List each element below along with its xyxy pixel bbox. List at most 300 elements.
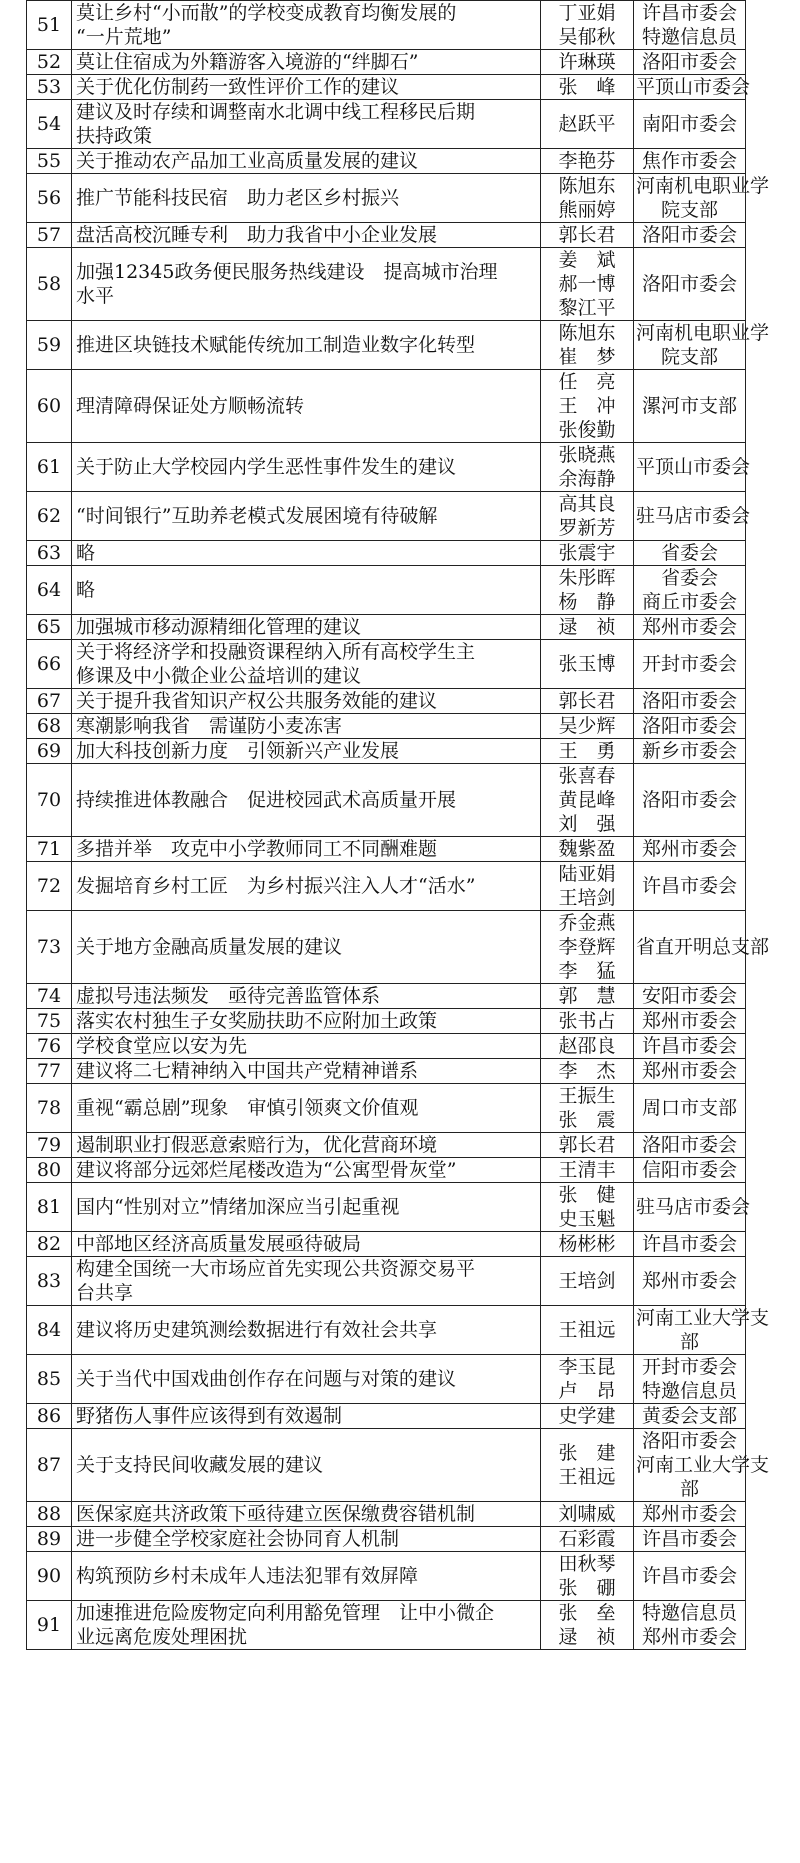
proposal-title	[72, 1232, 541, 1257]
proposal-unit	[634, 566, 746, 615]
proposal-authors-line: 罗新芳	[558, 517, 616, 539]
proposal-authors-line: 郭长君	[558, 224, 616, 246]
proposal-unit	[634, 75, 751, 100]
proposal-title	[72, 739, 541, 764]
proposal-table	[26, 0, 770, 1650]
proposal-unit-line: 驻马店市委会	[636, 1196, 751, 1218]
proposal-title-line: 修课及中小微企业公益培训的建议	[76, 665, 362, 687]
proposal-authors-line: 郭长君	[558, 1134, 616, 1156]
proposal-title-line: 关于优化仿制药一致性评价工作的建议	[76, 76, 400, 98]
table-row	[27, 1059, 746, 1084]
proposal-authors-line: 李 杰	[558, 1060, 616, 1082]
proposal-unit-line: 特邀信息员	[641, 26, 737, 48]
proposal-authors-line: 王祖远	[558, 1319, 616, 1341]
proposal-title	[72, 837, 541, 862]
table-row	[27, 837, 746, 862]
proposal-unit	[634, 223, 746, 248]
proposal-authors	[541, 862, 634, 911]
proposal-title	[72, 1601, 541, 1650]
proposal-authors-line: 吴郁秋	[558, 26, 616, 48]
row-number: 70	[27, 764, 72, 837]
proposal-title	[72, 1306, 541, 1355]
proposal-authors-line: 李 猛	[558, 960, 616, 982]
proposal-title	[72, 443, 541, 492]
proposal-unit-line: 洛阳市委会	[641, 273, 737, 295]
row-number: 89	[27, 1527, 72, 1552]
proposal-authors	[541, 1404, 634, 1429]
proposal-unit-line: 郑州市委会	[641, 1503, 737, 1525]
proposal-title-line: 医保家庭共济政策下亟待建立医保缴费容错机制	[76, 1503, 476, 1525]
proposal-authors-line: 张 垒	[558, 1602, 616, 1624]
proposal-title	[72, 1527, 541, 1552]
proposal-title-line: 关于提升我省知识产权公共服务效能的建议	[76, 690, 438, 712]
proposal-unit	[634, 837, 746, 862]
proposal-title-line: 莫让乡村“小而散”的学校变成教育均衡发展的	[76, 2, 457, 24]
proposal-title-line: 加速推进危险废物定向利用豁免管理 让中小微企	[76, 1602, 495, 1624]
proposal-unit	[634, 1232, 746, 1257]
proposal-unit-line: 部	[679, 1331, 699, 1353]
table-row	[27, 1, 746, 50]
proposal-authors-line: 黄昆峰	[558, 789, 616, 811]
proposal-authors	[541, 1, 634, 50]
table-row	[27, 689, 746, 714]
proposal-unit	[634, 1133, 746, 1158]
proposal-authors	[541, 1133, 634, 1158]
proposal-authors	[541, 1306, 634, 1355]
proposal-authors	[541, 100, 634, 149]
proposal-authors-line: 张 震	[558, 1109, 616, 1131]
proposal-title-line: 发掘培育乡村工匠 为乡村振兴注入人才“活水”	[76, 875, 476, 897]
row-number: 86	[27, 1404, 72, 1429]
proposal-title	[72, 174, 541, 223]
proposal-unit-line: 驻马店市委会	[636, 505, 751, 527]
proposal-authors-line: 卢 昂	[558, 1380, 616, 1402]
proposal-authors-line: 张 硼	[558, 1577, 616, 1599]
proposal-title-line: 持续推进体教融合 促进校园武术高质量开展	[76, 789, 457, 811]
proposal-unit-line: 部	[679, 1478, 699, 1500]
proposal-title-line: 关于地方金融高质量发展的建议	[76, 936, 343, 958]
proposal-unit	[634, 174, 770, 223]
table-row	[27, 1034, 746, 1059]
proposal-authors-line: 黎江平	[558, 297, 616, 319]
proposal-unit-line: 洛阳市委会	[641, 715, 737, 737]
proposal-title-line: 关于防止大学校园内学生恶性事件发生的建议	[76, 456, 457, 478]
proposal-authors-line: 乔金燕	[558, 912, 616, 934]
proposal-title	[72, 1009, 541, 1034]
proposal-title-line: 重视“霸总剧”现象 审慎引领爽文价值观	[76, 1097, 419, 1119]
proposal-title	[72, 984, 541, 1009]
proposal-title-line: “时间银行”互助养老模式发展困境有待破解	[76, 505, 438, 527]
table-row	[27, 492, 746, 541]
proposal-authors-line: 吴少辉	[558, 715, 616, 737]
proposal-title	[72, 492, 541, 541]
table-row	[27, 50, 746, 75]
proposal-unit-line: 河南机电职业学	[636, 322, 770, 344]
proposal-unit	[634, 1429, 770, 1502]
proposal-unit	[634, 764, 746, 837]
row-number: 53	[27, 75, 72, 100]
row-number: 66	[27, 640, 72, 689]
row-number: 74	[27, 984, 72, 1009]
proposal-authors-line: 陈旭东	[558, 175, 616, 197]
proposal-authors	[541, 1034, 634, 1059]
proposal-unit-line: 洛阳市委会	[641, 51, 737, 73]
proposal-authors-line: 丁亚娟	[558, 2, 616, 24]
proposal-unit-line: 许昌市委会	[641, 1035, 737, 1057]
proposal-unit-line: 河南机电职业学	[636, 175, 770, 197]
proposal-unit-line: 信阳市委会	[641, 1159, 737, 1181]
proposal-unit	[634, 1601, 746, 1650]
row-number: 55	[27, 149, 72, 174]
row-number: 63	[27, 541, 72, 566]
proposal-unit-line: 院支部	[660, 346, 718, 368]
proposal-authors	[541, 1009, 634, 1034]
proposal-unit	[634, 1034, 746, 1059]
proposal-title	[72, 149, 541, 174]
row-number: 67	[27, 689, 72, 714]
proposal-authors	[541, 1232, 634, 1257]
proposal-unit	[634, 689, 746, 714]
row-number: 75	[27, 1009, 72, 1034]
proposal-title-line: 扶持政策	[76, 125, 153, 147]
table-row	[27, 541, 746, 566]
proposal-authors	[541, 1084, 634, 1133]
row-number: 81	[27, 1183, 72, 1232]
row-number: 77	[27, 1059, 72, 1084]
proposal-unit-line: 特邀信息员	[641, 1380, 737, 1402]
proposal-authors	[541, 75, 634, 100]
proposal-authors	[541, 764, 634, 837]
proposal-authors-line: 王 勇	[558, 740, 616, 762]
proposal-authors-line: 陆亚娟	[558, 863, 616, 885]
proposal-title	[72, 223, 541, 248]
proposal-unit	[634, 321, 770, 370]
proposal-unit-line: 河南工业大学支	[636, 1307, 770, 1329]
proposal-title-line: 建议将历史建筑测绘数据进行有效社会共享	[76, 1319, 438, 1341]
row-number: 59	[27, 321, 72, 370]
proposal-title-line: 落实农村独生子女奖励扶助不应附加土政策	[76, 1010, 438, 1032]
row-number: 56	[27, 174, 72, 223]
table-row	[27, 640, 746, 689]
proposal-authors-line: 石彩霞	[558, 1528, 616, 1550]
proposal-unit	[634, 1552, 746, 1601]
table-row	[27, 1232, 746, 1257]
proposal-title-line: 关于推动农产品加工业高质量发展的建议	[76, 150, 419, 172]
row-number: 69	[27, 739, 72, 764]
proposal-title-line: 寒潮影响我省 需谨防小麦冻害	[76, 715, 343, 737]
proposal-authors-line: 史玉魁	[558, 1208, 616, 1230]
proposal-authors-line: 田秋琴	[558, 1553, 616, 1575]
proposal-title-line: 略	[76, 579, 96, 601]
row-number: 83	[27, 1257, 72, 1306]
table-row	[27, 1009, 746, 1034]
proposal-title-line: 关于将经济学和投融资课程纳入所有高校学生主	[76, 641, 476, 663]
proposal-unit	[634, 50, 746, 75]
proposal-unit-line: 开封市委会	[641, 1356, 737, 1378]
proposal-unit-line: 开封市委会	[641, 653, 737, 675]
proposal-authors-line: 赵邵良	[558, 1035, 616, 1057]
proposal-authors-line: 王清丰	[558, 1159, 616, 1181]
proposal-authors	[541, 911, 634, 984]
proposal-title	[72, 1, 541, 50]
proposal-unit	[634, 739, 746, 764]
proposal-authors	[541, 541, 634, 566]
proposal-unit	[634, 1355, 746, 1404]
proposal-title	[72, 248, 541, 321]
proposal-authors-line: 余海静	[558, 468, 616, 490]
proposal-authors-line: 王祖远	[558, 1466, 616, 1488]
row-number: 76	[27, 1034, 72, 1059]
row-number: 65	[27, 615, 72, 640]
proposal-title-line: 遏制职业打假恶意索赔行为，优化营商环境	[76, 1134, 438, 1156]
row-number: 61	[27, 443, 72, 492]
proposal-title-line: 野猪伤人事件应该得到有效遏制	[76, 1405, 343, 1427]
proposal-title-line: 加强城市移动源精细化管理的建议	[76, 616, 362, 638]
proposal-title	[72, 1429, 541, 1502]
row-number: 72	[27, 862, 72, 911]
proposal-authors-line: 郭长君	[558, 690, 616, 712]
proposal-title	[72, 764, 541, 837]
proposal-title-line: 进一步健全学校家庭社会协同育人机制	[76, 1528, 400, 1550]
proposal-unit	[634, 541, 746, 566]
proposal-title	[72, 1183, 541, 1232]
proposal-title-line: 水平	[76, 285, 115, 307]
proposal-authors-line: 张 峰	[558, 76, 616, 98]
proposal-title-line: 建议及时存续和调整南水北调中线工程移民后期	[76, 101, 476, 123]
proposal-authors	[541, 443, 634, 492]
table-row	[27, 984, 746, 1009]
proposal-unit-line: 洛阳市委会	[641, 1430, 737, 1452]
proposal-unit-line: 新乡市委会	[641, 740, 737, 762]
row-number: 60	[27, 370, 72, 443]
proposal-unit	[634, 1306, 770, 1355]
row-number: 64	[27, 566, 72, 615]
proposal-unit	[634, 862, 746, 911]
proposal-title	[72, 566, 541, 615]
proposal-authors-line: 张晓燕	[558, 444, 616, 466]
proposal-authors-line: 赵跃平	[558, 113, 616, 135]
table-row	[27, 1084, 746, 1133]
proposal-unit-line: 特邀信息员	[641, 1602, 737, 1624]
proposal-title-line: 中部地区经济高质量发展亟待破局	[76, 1233, 362, 1255]
table-row	[27, 1527, 746, 1552]
proposal-authors	[541, 248, 634, 321]
proposal-unit-line: 郑州市委会	[641, 1060, 737, 1082]
proposal-title	[72, 541, 541, 566]
table-row	[27, 75, 746, 100]
proposal-authors-line: 逯 祯	[558, 616, 616, 638]
proposal-unit-line: 南阳市委会	[641, 113, 737, 135]
proposal-unit	[634, 1158, 746, 1183]
proposal-authors-line: 高其良	[558, 493, 616, 515]
proposal-unit-line: 洛阳市委会	[641, 1134, 737, 1156]
proposal-title	[72, 1034, 541, 1059]
proposal-title-line: 建议将部分远郊烂尾楼改造为“公寓型骨灰堂”	[76, 1159, 457, 1181]
proposal-title	[72, 1059, 541, 1084]
proposal-title-line: 构筑预防乡村未成年人违法犯罪有效屏障	[76, 1565, 419, 1587]
proposal-title	[72, 50, 541, 75]
proposal-unit-line: 黄委会支部	[641, 1405, 737, 1427]
row-number: 90	[27, 1552, 72, 1601]
proposal-unit-line: 郑州市委会	[641, 1270, 737, 1292]
proposal-title-line: 关于支持民间收藏发展的建议	[76, 1454, 324, 1476]
row-number: 88	[27, 1502, 72, 1527]
table-row	[27, 862, 746, 911]
table-row	[27, 248, 746, 321]
proposal-authors-line: 张玉博	[558, 653, 616, 675]
proposal-unit-line: 许昌市委会	[641, 1233, 737, 1255]
proposal-title	[72, 75, 541, 100]
row-number: 62	[27, 492, 72, 541]
proposal-authors	[541, 50, 634, 75]
row-number: 82	[27, 1232, 72, 1257]
proposal-unit-line: 平顶山市委会	[636, 456, 751, 478]
proposal-unit-line: 洛阳市委会	[641, 789, 737, 811]
proposal-authors-line: 李玉昆	[558, 1356, 616, 1378]
proposal-title-line: 略	[76, 542, 96, 564]
proposal-authors	[541, 321, 634, 370]
table-row	[27, 223, 746, 248]
proposal-unit	[634, 1257, 746, 1306]
proposal-unit	[634, 1502, 746, 1527]
document-page	[26, 0, 770, 1650]
proposal-authors	[541, 174, 634, 223]
proposal-authors-line: 李艳芬	[558, 150, 616, 172]
proposal-unit-line: 省委会	[660, 567, 718, 589]
proposal-authors-line: 熊丽婷	[558, 199, 616, 221]
table-row	[27, 1429, 746, 1502]
proposal-unit-line: 平顶山市委会	[636, 76, 751, 98]
proposal-unit	[634, 248, 746, 321]
proposal-title-line: 加强12345政务便民服务热线建设 提高城市治理	[76, 261, 498, 283]
proposal-title-line: 推广节能科技民宿 助力老区乡村振兴	[76, 187, 400, 209]
table-row	[27, 321, 746, 370]
proposal-unit	[634, 1527, 746, 1552]
proposal-authors	[541, 1502, 634, 1527]
row-number: 78	[27, 1084, 72, 1133]
proposal-title-line: 业远离危废处理困扰	[76, 1626, 248, 1648]
proposal-authors	[541, 223, 634, 248]
table-row	[27, 1601, 746, 1650]
proposal-unit-line: 许昌市委会	[641, 1528, 737, 1550]
row-number: 57	[27, 223, 72, 248]
proposal-authors	[541, 1429, 634, 1502]
proposal-authors	[541, 566, 634, 615]
proposal-unit-line: 洛阳市委会	[641, 690, 737, 712]
proposal-unit-line: 周口市支部	[641, 1097, 737, 1119]
table-row	[27, 1306, 746, 1355]
proposal-authors-line: 王振生	[558, 1085, 616, 1107]
proposal-title	[72, 615, 541, 640]
proposal-unit	[634, 443, 751, 492]
proposal-authors-line: 刘 强	[558, 813, 616, 835]
proposal-authors	[541, 1601, 634, 1650]
proposal-unit-line: 漯河市支部	[641, 395, 737, 417]
proposal-unit-line: 郑州市委会	[641, 838, 737, 860]
proposal-unit-line: 郑州市委会	[641, 1626, 737, 1648]
proposal-title-line: 学校食堂应以安为先	[76, 1035, 248, 1057]
proposal-authors-line: 杨 静	[558, 591, 616, 613]
proposal-unit	[634, 615, 746, 640]
proposal-title	[72, 370, 541, 443]
row-number: 79	[27, 1133, 72, 1158]
proposal-title	[72, 689, 541, 714]
proposal-title-line: 台共享	[76, 1282, 134, 1304]
proposal-authors-line: 郭 慧	[558, 985, 616, 1007]
row-number: 54	[27, 100, 72, 149]
table-row	[27, 911, 746, 984]
proposal-title-line: 莫让住宿成为外籍游客入境游的“绊脚石”	[76, 51, 419, 73]
table-row	[27, 174, 746, 223]
proposal-authors-line: 杨彬彬	[558, 1233, 616, 1255]
proposal-title-line: 构建全国统一大市场应首先实现公共资源交易平	[76, 1258, 476, 1280]
proposal-title-line: 盘活高校沉睡专利 助力我省中小企业发展	[76, 224, 438, 246]
table-row	[27, 1257, 746, 1306]
proposal-unit	[634, 1009, 746, 1034]
table-row	[27, 370, 746, 443]
proposal-unit-line: 院支部	[660, 199, 718, 221]
proposal-unit	[634, 1404, 746, 1429]
proposal-authors-line: 张俊勤	[558, 419, 616, 441]
proposal-title-line: 多措并举 攻克中小学教师同工不同酬难题	[76, 838, 438, 860]
table-row	[27, 566, 746, 615]
proposal-title-line: 理清障碍保证处方顺畅流转	[76, 395, 305, 417]
table-row	[27, 1158, 746, 1183]
table-row	[27, 615, 746, 640]
table-row	[27, 714, 746, 739]
proposal-unit	[634, 984, 746, 1009]
proposal-title-line: 国内“性别对立”情绪加深应当引起重视	[76, 1196, 400, 1218]
proposal-unit	[634, 370, 746, 443]
proposal-unit	[634, 492, 751, 541]
proposal-authors	[541, 492, 634, 541]
row-number: 68	[27, 714, 72, 739]
proposal-authors	[541, 1355, 634, 1404]
proposal-authors	[541, 1158, 634, 1183]
table-row	[27, 443, 746, 492]
proposal-authors	[541, 837, 634, 862]
proposal-authors	[541, 149, 634, 174]
proposal-authors	[541, 689, 634, 714]
proposal-authors-line: 张震宇	[558, 542, 616, 564]
proposal-unit-line: 郑州市委会	[641, 1010, 737, 1032]
table-row	[27, 1502, 746, 1527]
proposal-authors-line: 王培剑	[558, 1270, 616, 1292]
proposal-unit	[634, 1084, 746, 1133]
table-row	[27, 1404, 746, 1429]
proposal-unit	[634, 640, 746, 689]
row-number: 91	[27, 1601, 72, 1650]
proposal-authors	[541, 1552, 634, 1601]
table-row	[27, 1183, 746, 1232]
row-number: 84	[27, 1306, 72, 1355]
proposal-unit-line: 焦作市委会	[641, 150, 737, 172]
proposal-title	[72, 1257, 541, 1306]
proposal-unit-line: 郑州市委会	[641, 616, 737, 638]
proposal-title-line: 加大科技创新力度 引领新兴产业发展	[76, 740, 400, 762]
proposal-title	[72, 1552, 541, 1601]
proposal-authors-line: 王 冲	[558, 395, 616, 417]
row-number: 73	[27, 911, 72, 984]
proposal-unit-line: 河南工业大学支	[636, 1454, 770, 1476]
proposal-authors-line: 郝一博	[558, 273, 616, 295]
proposal-authors	[541, 1527, 634, 1552]
proposal-unit	[634, 1183, 751, 1232]
table-row	[27, 739, 746, 764]
proposal-unit	[634, 1, 746, 50]
proposal-authors-line: 魏紫盈	[558, 838, 616, 860]
proposal-authors	[541, 640, 634, 689]
